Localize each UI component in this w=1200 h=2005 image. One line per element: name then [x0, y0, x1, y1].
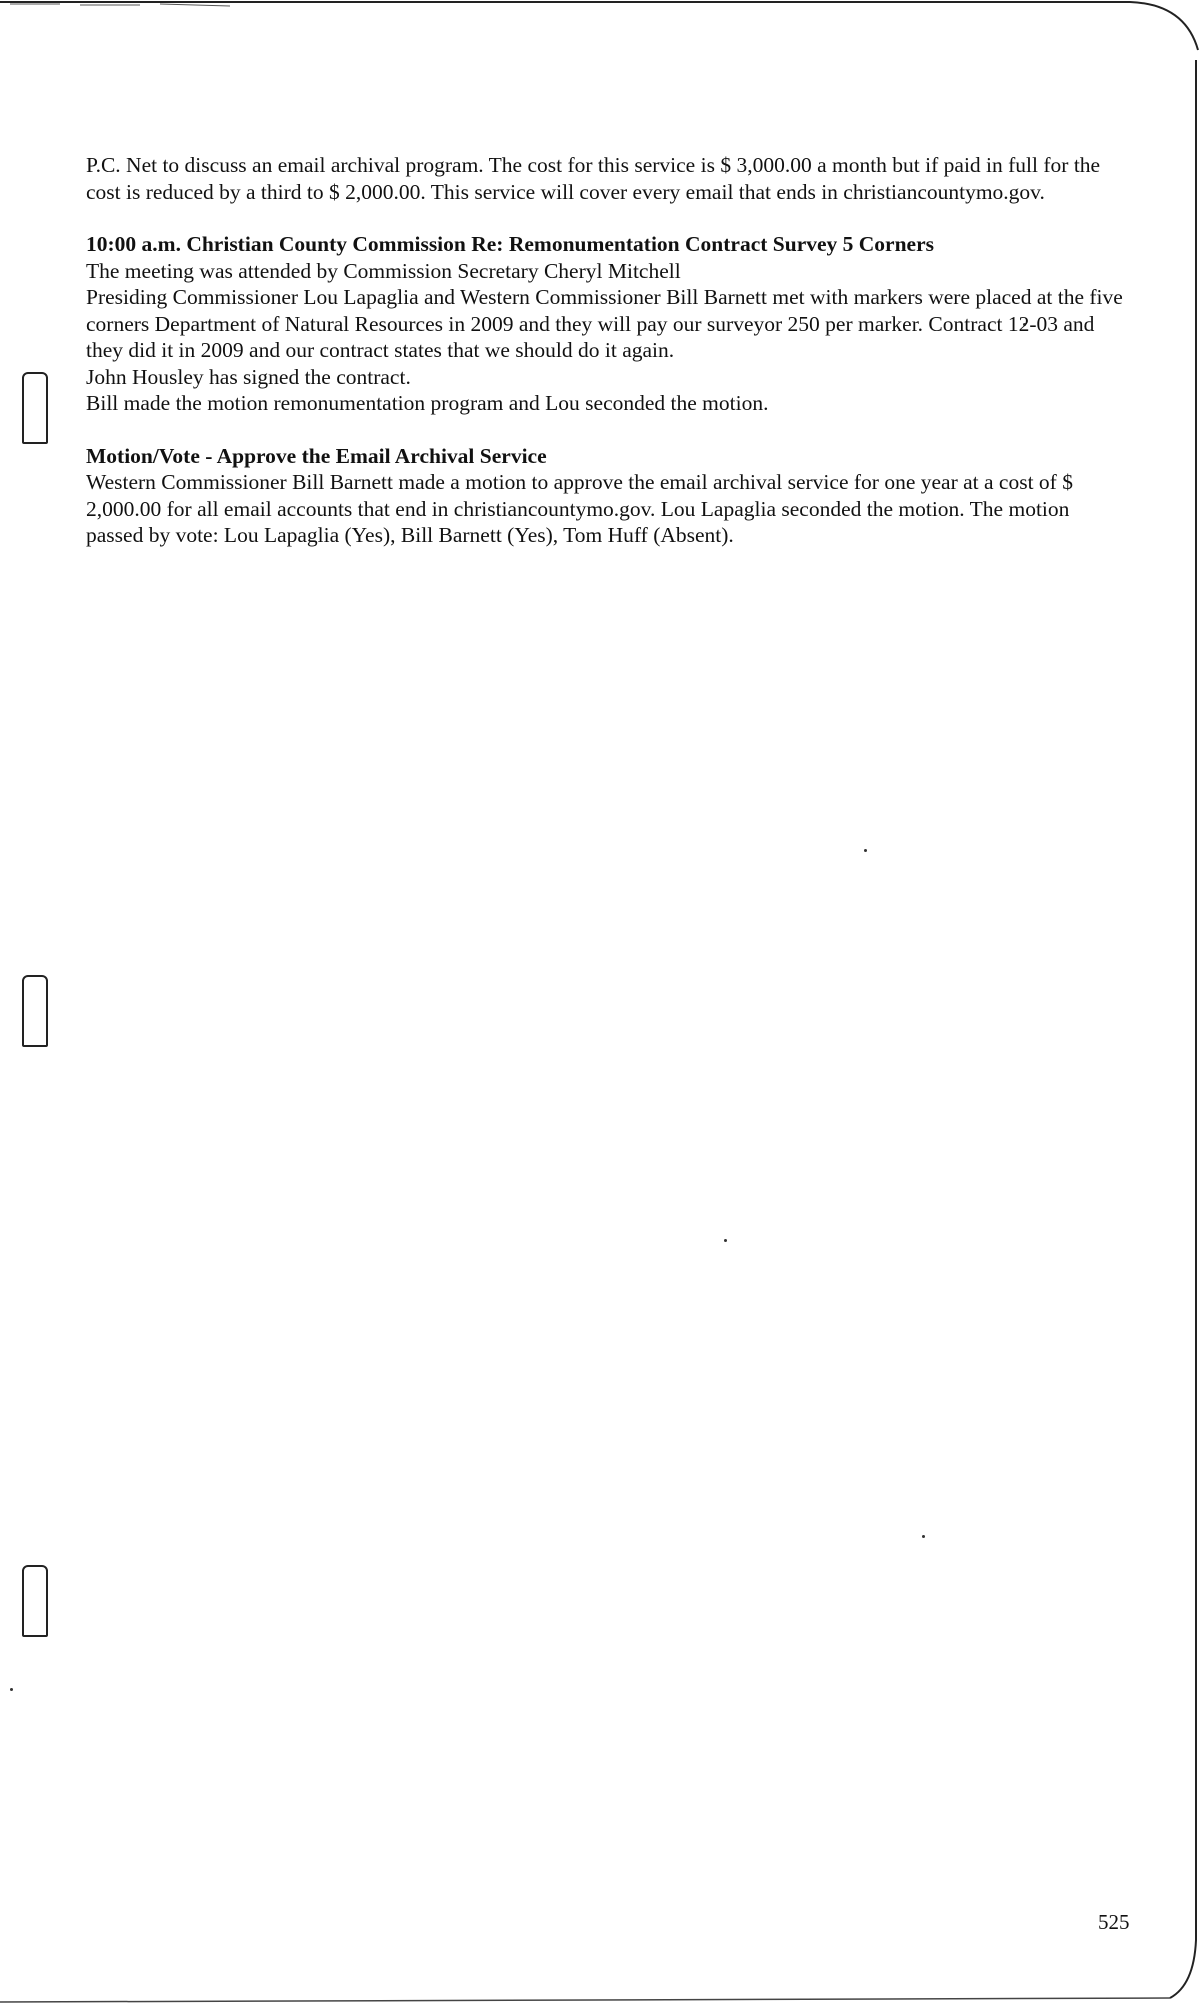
email-archival-body: Western Commissioner Bill Barnett made a motion to approve the email archival service for one year at a cost of $ 2,000.00 for all email accounts that end in christiancountymo.gov. Lou Lapaglia seconded the motion. The motion passed by vote: Lou Lapaglia (Yes), Bill Barnett (Yes), Tom Huff (Absent).: [86, 470, 1073, 547]
speck: [10, 1688, 13, 1691]
intro-paragraph: P.C. Net to discuss an email archival program. The cost for this service is $ 3,000.00 a month but if paid in full for the cost is reduced by a third to $ 2,000.00. This service will cover every email that ends in christiancountymo.gov.: [86, 153, 1101, 204]
binder-hole-top: [22, 372, 48, 444]
remonumentation-heading: 10:00 a.m. Christian County Commission Re: Remonumentation Contract Survey 5 Corners: [86, 232, 935, 256]
motion-line: Bill made the motion remonumentation program and Lou seconded the motion.: [86, 391, 769, 415]
remonumentation-section: [86, 231, 1126, 417]
document-body: [86, 152, 1126, 575]
meeting-details: Presiding Commissioner Lou Lapaglia and Western Commissioner Bill Barnett met with markers were placed at the five corners Department of Natural Resources in 2009 and they will pay our surveyor 250 per marker. Contract 12-03 and they did it in 2009 and our contract states that we should do it again.: [86, 285, 1123, 362]
speck: [724, 1239, 727, 1242]
page-number: 525: [1098, 1910, 1130, 1934]
binder-hole-middle: [22, 975, 48, 1047]
email-archival-heading: Motion/Vote - Approve the Email Archival Service: [86, 443, 547, 468]
speck: [922, 1535, 925, 1538]
attendance-line: The meeting was attended by Commission Secretary Cheryl Mitchell: [86, 258, 681, 283]
contract-signed-line: John Housley has signed the contract.: [86, 364, 411, 389]
email-archival-motion-section: [86, 443, 1126, 549]
intro-paragraph-block: [86, 152, 1126, 205]
speck: [864, 849, 867, 852]
binder-hole-bottom: [22, 1565, 48, 1637]
